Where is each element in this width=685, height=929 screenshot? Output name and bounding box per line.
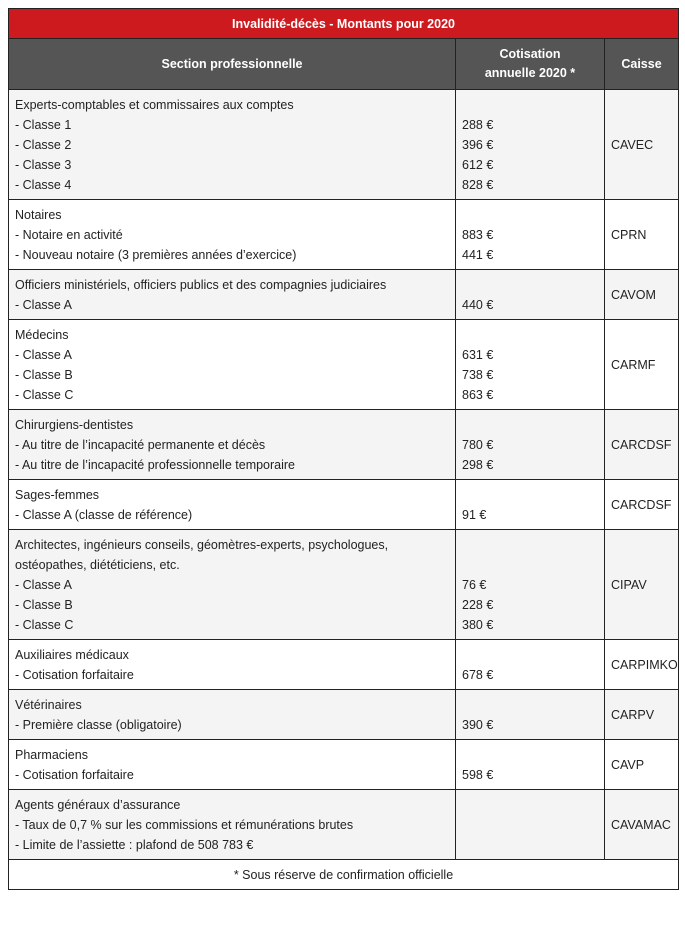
section-item: - Cotisation forfaitaire (15, 768, 134, 782)
cotisation-amount: 380 € (462, 618, 494, 632)
header-caisse: Caisse (605, 39, 679, 90)
section-item: - Classe 4 (15, 178, 72, 192)
caisse-cell: CAVAMAC (605, 790, 679, 860)
section-item: - Première classe (obligatoire) (15, 718, 182, 732)
caisse-cell: CARPIMKO (605, 640, 679, 690)
section-item: - Classe B (15, 598, 73, 612)
cotisation-cell (456, 790, 605, 860)
table-row (9, 410, 679, 480)
cotisation-amount: 631 € (462, 348, 494, 362)
section-item: - Classe C (15, 388, 74, 402)
caisse-cell: CARCDSF (605, 410, 679, 480)
caisse-cell: CARPV (605, 690, 679, 740)
table-row (9, 640, 679, 690)
header-section: Section professionnelle (9, 39, 456, 90)
caisse-cell: CPRN (605, 200, 679, 270)
section-name: Auxiliaires médicaux (15, 648, 129, 662)
cotisation-cell (456, 740, 605, 790)
table-row (9, 530, 679, 640)
table-row (9, 270, 679, 320)
section-item: - Limite de l’assiette : plafond de 508 783 € (15, 838, 254, 852)
table-row (9, 480, 679, 530)
section-item: - Au titre de l’incapacité permanente et décès (15, 438, 266, 452)
cotisation-cell (456, 200, 605, 270)
cotisation-amount: 780 € (462, 438, 494, 452)
header-cotisation (456, 39, 605, 90)
table-row (9, 690, 679, 740)
cotisation-amount: 863 € (462, 388, 494, 402)
section-cell (9, 90, 456, 200)
caisse-cell: CAVP (605, 740, 679, 790)
section-cell (9, 320, 456, 410)
section-name: Notaires (15, 208, 62, 222)
section-item: - Taux de 0,7 % sur les commissions et rémunérations brutes (15, 818, 354, 832)
section-item: - Cotisation forfaitaire (15, 668, 134, 682)
section-name: Chirurgiens-dentistes (15, 418, 134, 432)
section-item: - Notaire en activité (15, 228, 123, 242)
table-header-row (9, 39, 679, 90)
cotisation-cell (456, 640, 605, 690)
section-cell (9, 790, 456, 860)
section-name: Officiers ministériels, officiers publics et des compagnies judiciaires (15, 278, 387, 292)
table-row (9, 790, 679, 860)
table-row (9, 740, 679, 790)
cotisation-amount: 738 € (462, 368, 494, 382)
cotisation-amount: 298 € (462, 458, 494, 472)
table-footnote-row (9, 860, 679, 890)
section-name: Pharmaciens (15, 748, 88, 762)
section-name: Vétérinaires (15, 698, 82, 712)
section-name: Agents généraux d’assurance (15, 798, 181, 812)
cotisation-amount: 288 € (462, 118, 494, 132)
section-item: - Classe C (15, 618, 74, 632)
caisse-cell: CARMF (605, 320, 679, 410)
table-title: Invalidité-décès - Montants pour 2020 (9, 9, 679, 39)
cotisation-cell (456, 530, 605, 640)
cotisation-cell (456, 690, 605, 740)
cotisation-cell (456, 320, 605, 410)
caisse-cell: CAVOM (605, 270, 679, 320)
section-item: - Classe 3 (15, 158, 72, 172)
section-cell (9, 410, 456, 480)
caisse-cell: CIPAV (605, 530, 679, 640)
section-name: Sages-femmes (15, 488, 100, 502)
cotisation-amount: 828 € (462, 178, 494, 192)
cotisation-amount: 612 € (462, 158, 494, 172)
cotisation-amount: 228 € (462, 598, 494, 612)
cotisation-amount: 441 € (462, 248, 494, 262)
table-body (9, 90, 679, 860)
cotisation-amount: 678 € (462, 668, 494, 682)
section-cell (9, 740, 456, 790)
cotisation-amount: 76 € (462, 578, 487, 592)
cotisation-cell (456, 480, 605, 530)
caisse-cell: CAVEC (605, 90, 679, 200)
section-cell (9, 640, 456, 690)
section-item: - Classe A (15, 578, 72, 592)
cotisation-amount: 440 € (462, 298, 494, 312)
table-row (9, 320, 679, 410)
section-name: Médecins (15, 328, 69, 342)
cotisation-amount: 91 € (462, 508, 487, 522)
contributions-table (8, 8, 679, 890)
section-cell (9, 690, 456, 740)
section-item: - Classe B (15, 368, 73, 382)
section-name: Architectes, ingénieurs conseils, géomètres-experts, psychologues, ostéopathes, diététiciens, etc. (15, 538, 389, 572)
table-row (9, 200, 679, 270)
table-row (9, 90, 679, 200)
footnote: * Sous réserve de confirmation officielle (9, 860, 679, 890)
cotisation-cell (456, 410, 605, 480)
section-cell (9, 530, 456, 640)
section-item: - Au titre de l’incapacité professionnelle temporaire (15, 458, 296, 472)
section-item: - Classe A (classe de référence) (15, 508, 193, 522)
section-name: Experts-comptables et commissaires aux comptes (15, 98, 294, 112)
header-cotisation-line1: Cotisation (499, 47, 561, 61)
section-cell (9, 270, 456, 320)
section-item: - Classe A (15, 298, 72, 312)
cotisation-amount: 390 € (462, 718, 494, 732)
header-cotisation-line2: annuelle 2020 * (484, 66, 576, 80)
cotisation-cell (456, 270, 605, 320)
caisse-cell: CARCDSF (605, 480, 679, 530)
cotisation-amount: 883 € (462, 228, 494, 242)
contributions-table-container (8, 8, 678, 890)
table-title-row (9, 9, 679, 39)
section-item: - Nouveau notaire (3 premières années d’exercice) (15, 248, 297, 262)
section-item: - Classe 2 (15, 138, 72, 152)
section-item: - Classe A (15, 348, 72, 362)
section-item: - Classe 1 (15, 118, 72, 132)
cotisation-cell (456, 90, 605, 200)
section-cell (9, 200, 456, 270)
section-cell (9, 480, 456, 530)
cotisation-amount: 396 € (462, 138, 494, 152)
cotisation-amount: 598 € (462, 768, 494, 782)
